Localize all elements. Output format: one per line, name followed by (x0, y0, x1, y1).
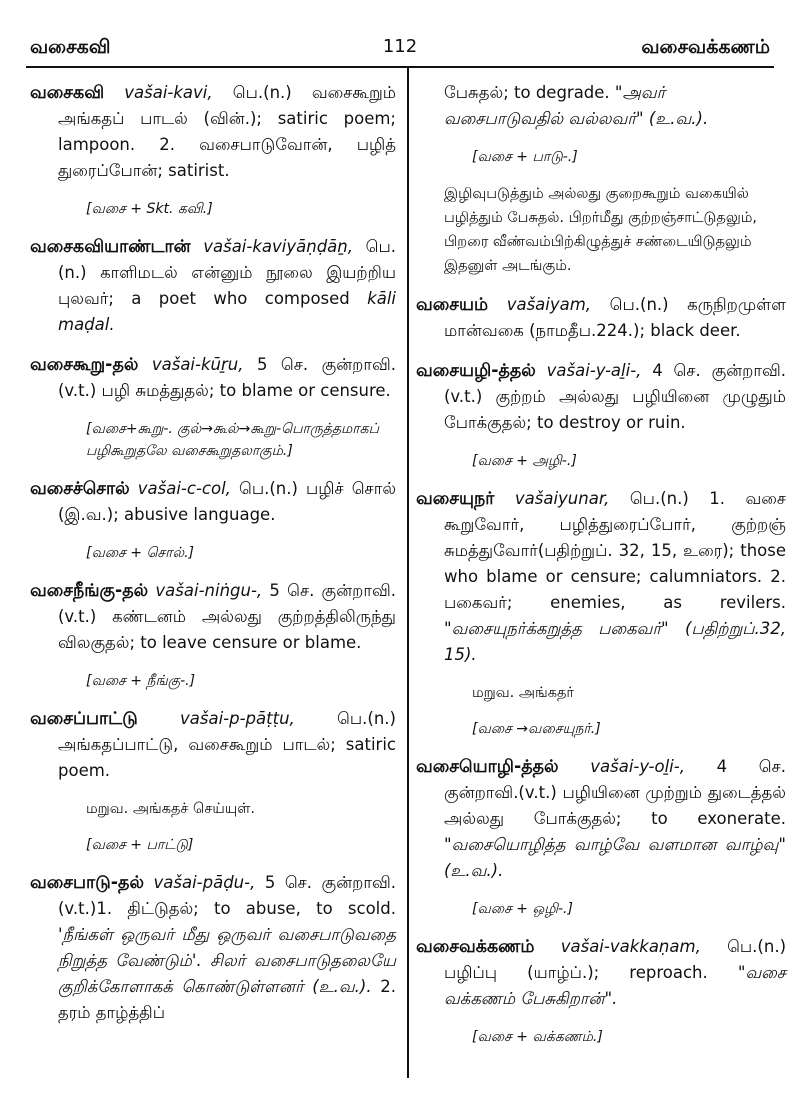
transliteration: vašai-pāḍu-, (153, 873, 256, 892)
definition: 5 செ. குன்றாவி.(v.t.)1. திட்டுதல்; to abuse, to scold. (58, 873, 396, 918)
headword: வசைகவியாண்டான் (30, 237, 191, 257)
definition: பெ.(n.) கருநிறமுள்ள மான்வகை (நாமதீப.224.); black deer. (444, 295, 787, 340)
transliteration: vašaiyunar, (514, 489, 610, 508)
headword: வசைகவி (30, 83, 105, 103)
definition: பெ.(n.) வசைகூறும் அங்கதப் பாடல் (வின்.); satiric poem; lampoon. 2. வசைபாடுவோன், பழித் துரைப்போன்; satirist. (58, 83, 397, 180)
right-column (416, 80, 786, 1062)
headword: வசைபாடு-தல் (30, 873, 144, 893)
entry-continuation (444, 80, 786, 132)
entry-vasaiyunar (416, 486, 786, 668)
definition: பெ.(n.) காளிமடல் என்னும் நூலை இயற்றிய புலவர்; a poet who composed (58, 237, 397, 308)
usage-example: 'நீங்கள் ஒருவர் மீது ஒருவர் வசைபாடுவதை நிறுத்த வேண்டும்'. சிலர் வசைபாடுதலையே குறிக்கோளாகக் கொண்டுள்ளனர் (உ.வ.). (58, 925, 396, 996)
headword: வசைச்சொல் (30, 479, 130, 499)
etymology: [வசை + அழி-.] (472, 453, 577, 469)
entry-vasaiyazhi (416, 358, 786, 436)
usage-example: "வசையொழித்த வாழ்வே வளமான வாழ்வு" (உ.வ.). (444, 835, 786, 880)
etymology: [வசை+கூறு-. குல்→கூல்→கூறு-பொருத்தமாகப் பழிகூறுதலே வசைகூறுதலாகும்.] (86, 421, 379, 459)
definition: 4 செ. குன்றாவி.(v.t.) பழியினை முற்றும் துடைத்தல் அல்லது போக்குதல்; to exonerate. (444, 757, 786, 828)
etymology: [வசை + வக்கணம்.] (472, 1029, 603, 1045)
headword: வசையொழி-த்தல் (416, 757, 559, 777)
entry-vasaiyozhi (416, 754, 786, 884)
usage-example: "வசை வக்கணம் பேசுகிறான்". (444, 963, 786, 1008)
headword: வசைவக்கணம் (416, 937, 535, 957)
transliteration: vašai-y-oḻi-, (590, 757, 685, 776)
synonym-note: மறுவ. அங்கதச் செய்யுள். (86, 801, 255, 817)
page-number: 112 (382, 36, 418, 57)
headword: வசையுநர் (416, 489, 495, 509)
definition: பெ.(n.) பழிப்பு (யாழ்ப்.); reproach. (444, 937, 787, 982)
definition: பேசுதல்; to degrade. (444, 83, 615, 102)
left-column (30, 80, 396, 1040)
headword: வசையழி-த்தல் (416, 361, 536, 381)
entry-vasaivakkanam (416, 934, 786, 1012)
transliteration: vašai-kūṟu, (151, 355, 244, 374)
entry-vasaippattu (30, 706, 396, 784)
entry-vasainingu (30, 578, 396, 656)
etymology: [வசை + பாட்டு] (86, 837, 194, 853)
synonym-note: மறுவ. அங்கதர் (472, 685, 574, 701)
definition: 5 செ. குன்றாவி. (v.t.) கண்டனம் அல்லது குற்றத்திலிருந்து விலகுதல்; to leave censure or blame. (58, 581, 396, 652)
entry-vasaikavi (30, 80, 396, 184)
entry-vasaichol (30, 476, 396, 528)
header-left-guide-word: வசைகவி (30, 36, 111, 58)
usage-example: "அவர் வசைபாடுவதில் வல்லவர்" (உ.வ.). (444, 83, 709, 128)
transliteration: vašai-vakkaṇam, (560, 937, 701, 956)
headword: வசைநீங்கு-தல் (30, 581, 149, 601)
definition: பெ.(n.) பழிச் சொல் (இ.வ.); abusive language. (58, 479, 397, 524)
usage-example: "வசையுநர்க்கறுத்த பகைவர்" (பதிற்றுப்.32, 15). (444, 619, 786, 664)
transliteration: vašai-kaviyāṇḍāṉ, (203, 237, 353, 256)
etymology: [வசை →வசையுநர்.] (472, 721, 601, 737)
header-right-guide-word: வசைவக்கணம் (641, 36, 770, 58)
header-rule (26, 66, 774, 68)
etymology: [வசை + ஒழி-.] (472, 901, 573, 917)
definition: 4 செ. குன்றாவி.(v.t.) குற்றம் அல்லது பழியினை முழுதும் போக்குதல்; to destroy or ruin. (444, 361, 787, 432)
definition: 5 செ. குன்றாவி.(v.t.) பழி சுமத்துதல்; to blame or censure. (58, 355, 397, 400)
headword: வசைகூறு-தல் (30, 355, 139, 375)
etymology: [வசை + சொல்.] (86, 545, 194, 561)
column-divider (407, 68, 409, 1078)
definition-continued: 2. தரம் தாழ்த்திப் (58, 977, 396, 1022)
transliteration: vašai-niṅgu-, (155, 581, 263, 600)
etymology: [வசை + Skt. கவி.] (86, 201, 213, 217)
page-header (0, 0, 800, 70)
transliteration: vašai-kavi, (124, 83, 213, 102)
transliteration: vašai-y-aḻi-, (546, 361, 642, 380)
transliteration: vašaiyam, (506, 295, 592, 314)
etymology: [வசை + நீங்கு-.] (86, 673, 196, 689)
etymology: [வசை + பாடு-.] (472, 149, 578, 165)
definition: பெ.(n.) அங்கதப்பாட்டு, வசைகூறும் பாடல்; satiric poem. (58, 709, 396, 780)
headword: வசைப்பாட்டு (30, 709, 138, 729)
entry-vasaipadu (30, 870, 396, 1026)
entry-vasaikaviyandan (30, 234, 396, 338)
definition-italic: kāli maḍal. (58, 289, 396, 334)
transliteration: vašai-p-pāṭṭu, (180, 709, 295, 728)
definition: பெ.(n.) 1. வசை கூறுவோர், பழித்துரைப்போர், குற்றஞ் சுமத்துவோர்(பதிற்றுப். 32, 15, உரை); those who blame or censure; calumniators. 2. பகைவர்; enemies, as revilers. (444, 489, 787, 612)
entry-vasaiyam (416, 292, 786, 344)
entry-vasaikooru (30, 352, 396, 404)
explanatory-note: இழிவுபடுத்தும் அல்லது குறைகூறும் வகையில் பழித்தும் பேசுதல். பிறர்மீது குற்றஞ்சாட்டுதலும், பிறரை வீண்வம்பிற்கிழுத்துச் சண்டையிடுதலும் இதனுள் அடங்கும். (444, 186, 758, 274)
headword: வசையம் (416, 295, 489, 315)
transliteration: vašai-c-col, (137, 479, 231, 498)
